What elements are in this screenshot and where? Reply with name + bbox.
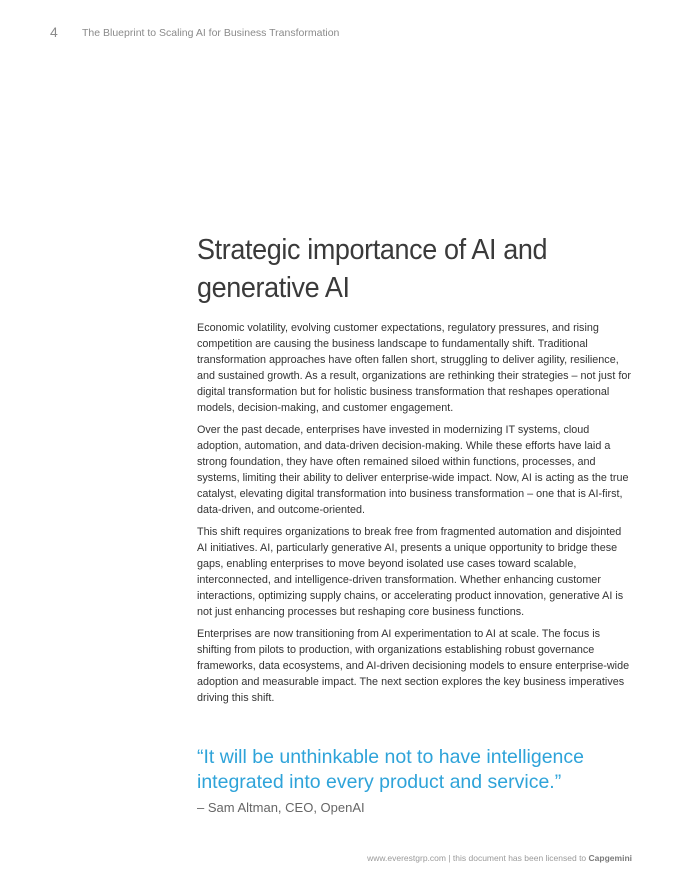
footer-site-text: www.everestgrp.com | this document has been licensed to bbox=[367, 853, 587, 863]
running-title: The Blueprint to Scaling AI for Business Transformation bbox=[82, 27, 340, 39]
body-paragraph-1: Economic volatility, evolving customer expectations, regulatory pressures, and rising competition are causing the business landscape to fundamentally shift. Traditional transformation approaches have often fallen short, struggling to deliver agility, resilience, and sustained growth. As a result, organizations are rethinking their strategies – not just for digital transformation but for holistic business transformation that reshapes operational models, decision-making, and customer engagement. bbox=[197, 322, 631, 414]
page-number: 4 bbox=[50, 24, 58, 40]
page-footer bbox=[367, 853, 632, 863]
footer-licensee: Capgemini bbox=[588, 853, 632, 863]
body-paragraph-4: Enterprises are now transitioning from AI experimentation to AI at scale. The focus is shifting from pilots to production, with organizations establishing robust governance frameworks, data ecosystems, and AI-driven decisioning models to ensure enterprise-wide adoption and measurable impact. The next section explores the key business imperatives driving this shift. bbox=[197, 628, 630, 704]
section-title: Strategic importance of AI and generative AI bbox=[197, 234, 548, 304]
body-paragraph-3: This shift requires organizations to break free from fragmented automation and disjointed AI initiatives. AI, particularly generative AI, presents a unique opportunity to bridge these gaps, enabling enterprises to move beyond isolated use cases toward scalable, interconnected, and intelligence-driven transformation. Whether enhancing customer interactions, optimizing supply chains, or accelerating product innovation, generative AI is not just enhancing processes but reshaping core business functions. bbox=[197, 526, 624, 618]
body-paragraph-2: Over the past decade, enterprises have invested in modernizing IT systems, cloud adoption, automation, and data-driven decision-making. While these efforts have laid a strong foundation, they have often remained siloed within functions, processes, and systems, limiting their ability to deliver enterprise-wide impact. Now, AI is acting as the true catalyst, elevating digital transformation into business transformation – one that is AI-first, data-driven, and outcome-oriented. bbox=[197, 424, 629, 516]
quote-text: “It will be unthinkable not to have intelligence integrated into every product and service.” bbox=[197, 746, 584, 793]
pull-quote bbox=[197, 745, 637, 815]
quote-attribution: – Sam Altman, CEO, OpenAI bbox=[197, 800, 365, 815]
main-section bbox=[197, 231, 632, 712]
